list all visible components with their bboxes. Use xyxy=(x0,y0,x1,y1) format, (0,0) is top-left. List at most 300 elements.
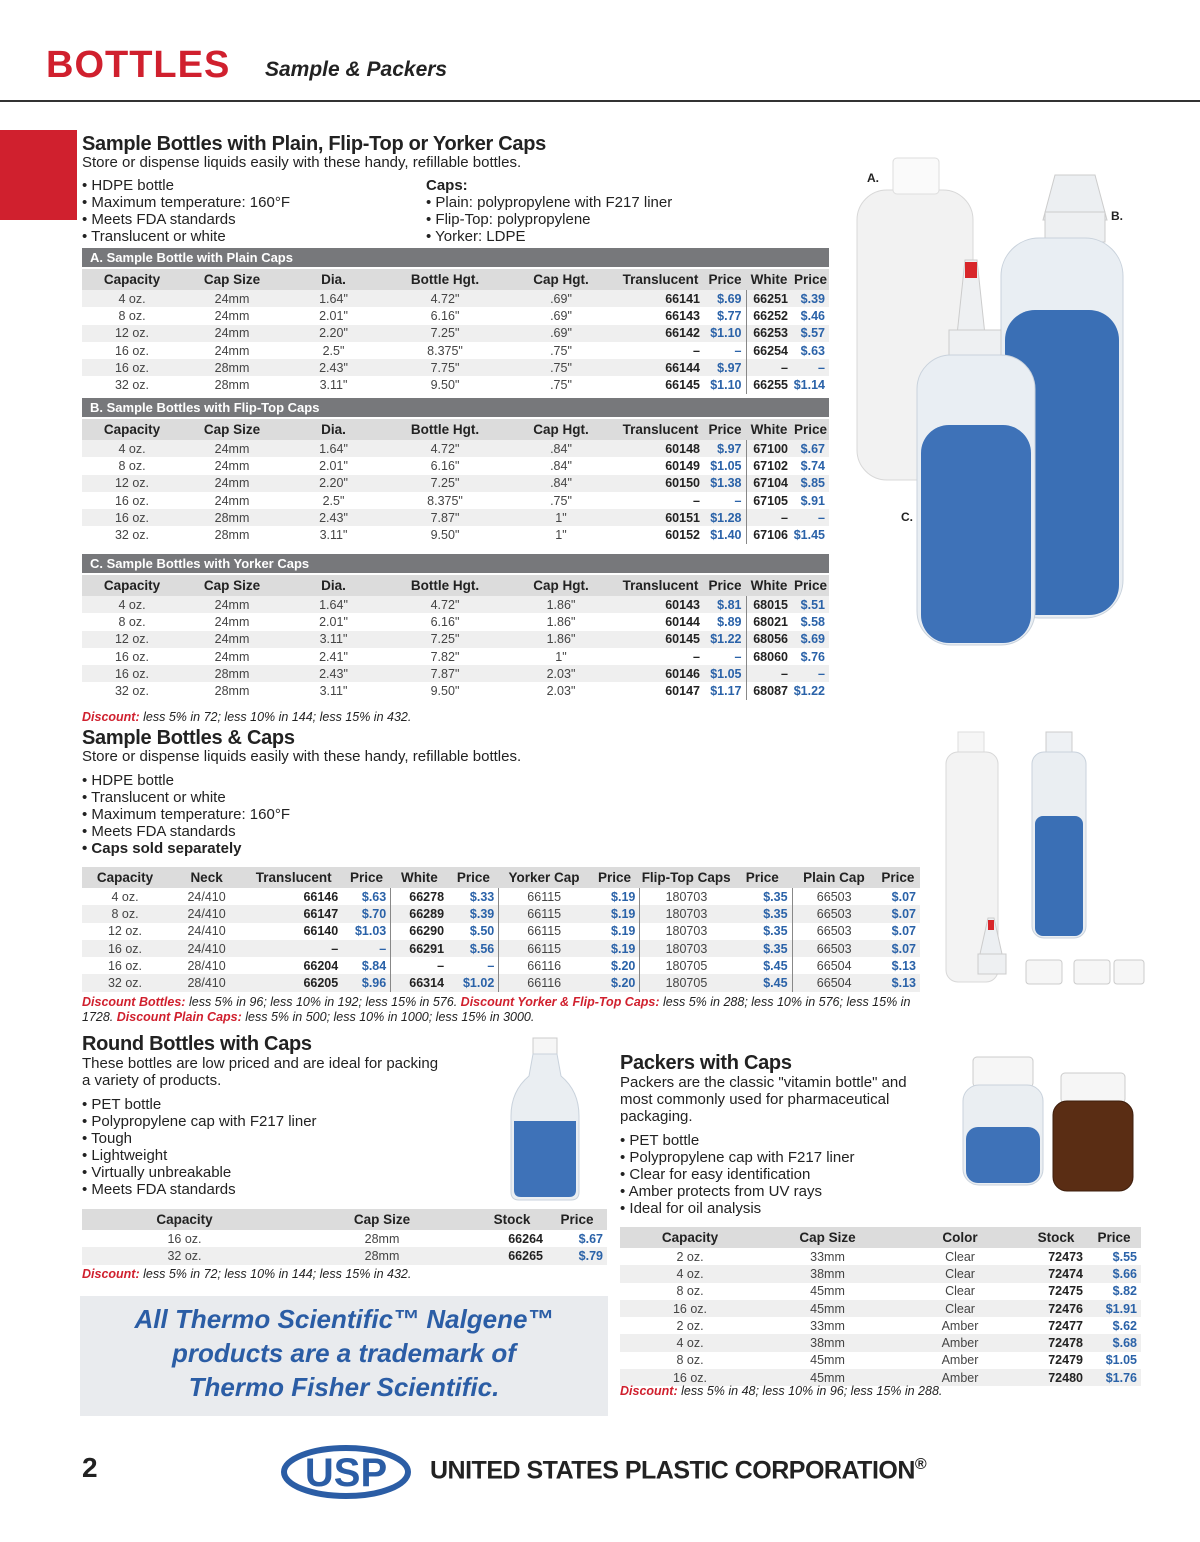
table-cell: $.45 xyxy=(733,957,793,974)
column-header: Cap Size xyxy=(287,1208,477,1230)
column-header: Flip-Top Caps xyxy=(640,866,733,888)
section1-intro: Store or dispense liquids easily with these handy, refillable bottles. xyxy=(82,154,522,171)
table-cell: 1.86" xyxy=(546,614,576,629)
table-cell: 66291 xyxy=(391,940,448,957)
table-cell: 28mm xyxy=(182,509,282,526)
table-row xyxy=(82,1230,607,1247)
table-cell: 24/410 xyxy=(187,889,226,904)
registered-mark: ® xyxy=(914,1456,927,1473)
table-cell: 2.20" xyxy=(282,475,385,492)
table-cell: $1.10 xyxy=(704,376,746,393)
table-row xyxy=(620,1352,1141,1369)
table-cell: $.13 xyxy=(891,958,916,973)
bullet: • HDPE bottle xyxy=(82,772,290,789)
column-header: Translucent xyxy=(617,574,704,596)
table-cell: $.39 xyxy=(448,905,499,922)
table-cell: – xyxy=(746,665,792,682)
table-cell: 66141 xyxy=(617,290,704,307)
column-header: Price xyxy=(589,866,640,888)
table-cell: 4 oz. xyxy=(111,889,139,904)
table-cell: 66204 xyxy=(303,958,339,973)
table-cell: .75" xyxy=(550,493,572,508)
round-bottle-photo xyxy=(505,1036,585,1206)
bullet: • Maximum temperature: 160°F xyxy=(82,806,290,823)
table-cell: 66503 xyxy=(816,889,852,904)
table-cell: 66145 xyxy=(665,378,700,393)
column-header: Translucent xyxy=(617,268,704,290)
section1-title: Sample Bottles with Plain, Flip-Top or Yorker Caps xyxy=(82,133,546,155)
company-name xyxy=(430,1456,926,1485)
column-header: Plain Cap xyxy=(792,866,876,888)
table-cell: 2 oz. xyxy=(676,1318,704,1333)
table-row xyxy=(620,1248,1141,1265)
table-cell: 4.72" xyxy=(385,440,505,457)
photo-label-a: A. xyxy=(867,171,879,185)
discount-caps-text-b: less 15% in 1728. xyxy=(82,995,911,1024)
table-row xyxy=(82,905,920,922)
table-cell: $.56 xyxy=(448,940,499,957)
table-cell: $.69 xyxy=(704,290,746,307)
section3-intro-b: a variety of products. xyxy=(82,1072,222,1089)
table-cell: – xyxy=(792,359,829,376)
table-cell: 12 oz. xyxy=(107,924,143,939)
bullet: • Yorker: LDPE xyxy=(426,228,672,245)
table-cell: $1.22 xyxy=(793,684,825,699)
table-cell: 45mm xyxy=(760,1369,895,1386)
column-header: Dia. xyxy=(282,574,385,596)
table-cell: – xyxy=(693,649,700,664)
table-row xyxy=(82,631,829,648)
column-header: Price xyxy=(448,866,499,888)
table-cell: 33mm xyxy=(810,1318,845,1333)
table-cell: 67105 xyxy=(753,493,788,508)
table-cell: $.89 xyxy=(704,613,746,630)
table-row xyxy=(82,492,829,509)
page-subtitle: Sample & Packers xyxy=(265,58,448,81)
table-cell: 16 oz. xyxy=(82,665,182,682)
caps-bullets xyxy=(426,194,672,245)
table-cell: 66278 xyxy=(409,889,445,904)
table-cell: 16 oz. xyxy=(114,343,150,358)
table-cell: 180703 xyxy=(665,924,708,939)
table-row xyxy=(620,1334,1141,1351)
table-cell: 4.72" xyxy=(385,290,505,307)
table-header-row xyxy=(620,1226,1141,1248)
table-cell: 68015 xyxy=(746,596,792,613)
table-cell: – xyxy=(746,359,792,376)
table-cell: 66314 xyxy=(391,974,448,991)
column-header: Cap Hgt. xyxy=(505,268,617,290)
table-cell: $.67 xyxy=(792,440,829,457)
table-cell: $.07 xyxy=(891,924,916,939)
bullet: • Tough xyxy=(82,1130,317,1147)
table-row xyxy=(82,888,920,905)
table-cell: $.68 xyxy=(1087,1334,1141,1351)
table-cell: $.66 xyxy=(1087,1265,1141,1282)
table-cell: 72475 xyxy=(1048,1284,1083,1299)
column-header: Capacity xyxy=(82,866,168,888)
table-cell: 7.25" xyxy=(385,325,505,342)
photo-label-c: C. xyxy=(901,510,913,524)
usp-logo-icon xyxy=(278,1440,414,1500)
table-cell: 7.25" xyxy=(385,475,505,492)
discount-caps-label: Discount Yorker & Flip-Top Caps: xyxy=(460,995,660,1009)
table-cell: 2.43" xyxy=(282,665,385,682)
table-cell: 28/410 xyxy=(168,974,245,991)
table-cell: $1.45 xyxy=(793,528,825,543)
table-cell: 45mm xyxy=(760,1300,895,1317)
table-row xyxy=(82,957,920,974)
table-cell: $.63 xyxy=(800,343,825,358)
table-cell: 60146 xyxy=(617,665,704,682)
table-row xyxy=(82,923,920,940)
trademark-line: Thermo Fisher Scientific. xyxy=(188,1372,500,1402)
table-cell: $1.22 xyxy=(704,631,746,648)
table-row xyxy=(82,376,829,393)
table-caption: C. Sample Bottles with Yorker Caps xyxy=(82,554,829,574)
table-row xyxy=(620,1317,1141,1334)
table-cell: 68087 xyxy=(753,684,788,699)
discount-label: Discount: xyxy=(82,1267,140,1281)
table-cell: Clear xyxy=(945,1284,975,1299)
table-cell: 28mm xyxy=(182,359,282,376)
table-cell: 7.87" xyxy=(385,509,505,526)
bullet: • Maximum temperature: 160°F xyxy=(82,194,290,211)
table-row xyxy=(82,1247,607,1264)
table-cell: $.70 xyxy=(342,905,391,922)
table-cell: – xyxy=(437,958,445,973)
table-cell: 9.50" xyxy=(430,378,460,393)
table-cell: $.57 xyxy=(792,325,829,342)
bullet: • Virtually unbreakable xyxy=(82,1164,317,1181)
table-cell: $.39 xyxy=(792,290,829,307)
table-cell: $.45 xyxy=(733,974,793,991)
table-cell: 28mm xyxy=(214,528,250,543)
table-cell: $.19 xyxy=(589,888,640,905)
table-cell: 3.11" xyxy=(319,528,348,543)
table-cell: 6.16" xyxy=(430,614,460,629)
table-cell: 1" xyxy=(555,649,567,664)
section3-bullets xyxy=(82,1096,317,1198)
table-cell: 180705 xyxy=(640,974,733,991)
table-cell: – xyxy=(693,493,700,508)
table-cell: 66264 xyxy=(508,1231,543,1246)
table-cell: $1.03 xyxy=(342,923,391,940)
table-header-row xyxy=(82,418,829,440)
table-row xyxy=(82,613,829,630)
column-header: Price xyxy=(792,268,829,290)
table-cell: .75" xyxy=(505,359,617,376)
discount-text: less 5% in 72; less 10% in 144; less 15% in 432. xyxy=(143,1267,412,1281)
table-cell: 72478 xyxy=(1025,1334,1087,1351)
table-cell: – xyxy=(693,343,700,358)
table-header-row xyxy=(82,574,829,596)
column-header: Cap Hgt. xyxy=(505,418,617,440)
logo-text: USP xyxy=(304,1451,388,1495)
table-cell: 66146 xyxy=(303,889,339,904)
table-cell: 1.86" xyxy=(505,631,617,648)
discount-plain-text: less 5% in 500; less 10% in 1000; less 15% in 3000. xyxy=(245,1010,535,1024)
table-cell: $.13 xyxy=(876,974,920,991)
table-cell: – xyxy=(448,957,499,974)
table-caption: A. Sample Bottle with Plain Caps xyxy=(82,248,829,268)
table-cell: 24mm xyxy=(214,614,250,629)
bullet: • HDPE bottle xyxy=(82,177,290,194)
table-cell: 67100 xyxy=(746,440,792,457)
table-cell: 1.64" xyxy=(282,596,385,613)
column-header: Dia. xyxy=(282,268,385,290)
table-cell: $.97 xyxy=(704,440,746,457)
discount-label: Discount: xyxy=(82,710,140,724)
column-header: Capacity xyxy=(82,574,182,596)
column-header: Translucent xyxy=(617,418,704,440)
table-cell: $1.05 xyxy=(704,457,746,474)
column-header: White xyxy=(746,574,792,596)
table-row xyxy=(82,648,829,665)
table-cell: 24mm xyxy=(182,290,282,307)
table-row xyxy=(82,665,829,682)
bullet: • Amber protects from UV rays xyxy=(620,1183,855,1200)
table-packers xyxy=(620,1225,1141,1386)
column-header: Cap Hgt. xyxy=(505,574,617,596)
column-header: White xyxy=(746,418,792,440)
table-cell: $.62 xyxy=(1112,1318,1137,1333)
section2-intro: Store or dispense liquids easily with these handy, refillable bottles. xyxy=(82,748,522,765)
column-header: Capacity xyxy=(82,1208,287,1230)
table-row xyxy=(82,940,920,957)
table-cell: $.07 xyxy=(876,940,920,957)
table-cell: 8 oz. xyxy=(118,614,146,629)
section4-title: Packers with Caps xyxy=(620,1052,792,1074)
table-cell: 8 oz. xyxy=(676,1353,704,1368)
column-header: Bottle Hgt. xyxy=(385,268,505,290)
table-cell: 60150 xyxy=(617,475,704,492)
table-cell: 8.375" xyxy=(427,343,463,358)
table-cell: Clear xyxy=(895,1265,1025,1282)
column-header: Capacity xyxy=(82,268,182,290)
table-cell: $.35 xyxy=(733,888,793,905)
table-cell: 68060 xyxy=(753,649,788,664)
caps-list xyxy=(426,177,468,194)
table-caption-row xyxy=(82,248,829,268)
table-yorker-caps xyxy=(82,554,829,700)
table-cell: 12 oz. xyxy=(82,475,182,492)
column-header: Color xyxy=(895,1226,1025,1248)
table-cell: 24mm xyxy=(182,596,282,613)
discount-text: less 5% in 72; less 10% in 144; less 15% in 432. xyxy=(143,710,412,724)
table-cell: $1.91 xyxy=(1087,1300,1141,1317)
table-cell: 66140 xyxy=(303,924,339,939)
column-header: Price xyxy=(704,574,746,596)
table-cell: 24/410 xyxy=(168,905,245,922)
section3-title: Round Bottles with Caps xyxy=(82,1033,312,1055)
bullet: • Plain: polypropylene with F217 liner xyxy=(426,194,672,211)
column-header: Bottle Hgt. xyxy=(385,418,505,440)
table-cell: $1.28 xyxy=(704,509,746,526)
table-cell: 66265 xyxy=(477,1247,547,1264)
table-cell: 2.43" xyxy=(282,509,385,526)
table-cell: 16 oz. xyxy=(107,958,143,973)
table-cell: 45mm xyxy=(810,1284,845,1299)
column-header: Price xyxy=(1087,1226,1141,1248)
table-cell: 4 oz. xyxy=(82,440,182,457)
table-cell: 45mm xyxy=(810,1353,845,1368)
table-cell: $.74 xyxy=(800,458,825,473)
table-cell: 66504 xyxy=(816,958,852,973)
table-cell: 6.16" xyxy=(430,458,460,473)
column-header: Bottle Hgt. xyxy=(385,574,505,596)
table-cell: 8.375" xyxy=(427,493,463,508)
table-cell: 2 oz. xyxy=(676,1249,704,1264)
table-cell: 1.64" xyxy=(282,440,385,457)
bullet: • Meets FDA standards xyxy=(82,211,290,228)
table-cell: 60151 xyxy=(617,509,704,526)
table-cell: 24mm xyxy=(214,343,250,358)
bullet: • PET bottle xyxy=(82,1096,317,1113)
table-cell: – xyxy=(704,342,746,359)
table-cell: 4 oz. xyxy=(82,596,182,613)
table-cell: 24/410 xyxy=(187,924,226,939)
column-header: Price xyxy=(342,866,391,888)
bullet: • Translucent or white xyxy=(82,228,290,245)
column-header: Cap Size xyxy=(182,268,282,290)
table-cell: 68056 xyxy=(746,631,792,648)
table-cell: .69" xyxy=(505,290,617,307)
sample-bottles-photo xyxy=(845,150,1145,710)
table-cell: 66115 xyxy=(527,889,562,904)
table-cell: .84" xyxy=(505,440,617,457)
table-cell: 60143 xyxy=(617,596,704,613)
table-cell: 66147 xyxy=(245,905,342,922)
bullet: • Lightweight xyxy=(82,1147,317,1164)
table-cell: Clear xyxy=(945,1249,975,1264)
table-cell: 66289 xyxy=(391,905,448,922)
table-cell: $1.17 xyxy=(704,682,746,699)
table-cell: $.84 xyxy=(342,957,391,974)
section2-bullets xyxy=(82,772,290,857)
bullet: • Meets FDA standards xyxy=(82,1181,317,1198)
column-header: Price xyxy=(876,866,920,888)
sample-bottles-caps-photo xyxy=(940,728,1150,996)
section4-intro-a: Packers are the classic "vitamin bottle" and xyxy=(620,1074,907,1091)
table-cell: 2.01" xyxy=(319,614,348,629)
table-cell: 3.11" xyxy=(319,684,348,699)
photo-label-b: B. xyxy=(1111,209,1123,223)
table-cell: 9.50" xyxy=(430,684,460,699)
table-cell: 33mm xyxy=(810,1249,845,1264)
table-cell: 4 oz. xyxy=(620,1334,760,1351)
table-cell: – xyxy=(342,940,391,957)
column-header: Capacity xyxy=(620,1226,760,1248)
column-header: Translucent xyxy=(245,866,342,888)
table-cell: $.35 xyxy=(733,905,793,922)
table-caption-row xyxy=(82,554,829,574)
table-cell: 66255 xyxy=(753,378,788,393)
table-cell: 72479 xyxy=(1048,1353,1083,1368)
table-cell: 60148 xyxy=(617,440,704,457)
table-row xyxy=(82,325,829,342)
table-cell: 4 oz. xyxy=(620,1265,760,1282)
table-cell: 24mm xyxy=(182,440,282,457)
section1-bullets xyxy=(82,177,290,245)
table-cell: $1.02 xyxy=(448,974,499,991)
table-round-bottles xyxy=(82,1207,607,1265)
table-cell: 4 oz. xyxy=(82,290,182,307)
table-cell: 28/410 xyxy=(187,958,226,973)
table-cell: 66254 xyxy=(753,343,788,358)
table-cell: – xyxy=(704,492,746,509)
table-cell: 16 oz. xyxy=(82,940,168,957)
table-cell: 8 oz. xyxy=(118,458,146,473)
table-cell: 60147 xyxy=(665,684,700,699)
table-cell: $1.14 xyxy=(793,378,825,393)
table-cell: 60149 xyxy=(665,458,700,473)
discount-bottles-label: Discount Bottles: xyxy=(82,995,186,1009)
table-cell: 38mm xyxy=(760,1265,895,1282)
table-cell: 16 oz. xyxy=(82,359,182,376)
table-cell: .75" xyxy=(550,378,572,393)
table-cell: 180703 xyxy=(640,940,733,957)
discount-bottles-text: less 5% in 96; less 10% in 192; less 15% in 576. xyxy=(188,995,458,1009)
table-cell: $.91 xyxy=(800,493,825,508)
table-cell: 66205 xyxy=(245,974,342,991)
table-cell: 1.64" xyxy=(282,290,385,307)
table-cell: $.20 xyxy=(589,957,640,974)
table-cell: 2.01" xyxy=(319,308,348,323)
table-row xyxy=(620,1265,1141,1282)
column-header: White xyxy=(391,866,448,888)
table-cell: .69" xyxy=(505,325,617,342)
table-cell: $.19 xyxy=(589,940,640,957)
table-cell: Amber xyxy=(895,1334,1025,1351)
table-row xyxy=(82,440,829,457)
table-cell: 2.01" xyxy=(319,458,348,473)
table-cell: $.81 xyxy=(704,596,746,613)
table-row xyxy=(82,290,829,307)
trademark-line: products are a trademark of xyxy=(172,1338,516,1368)
table-cell: 32 oz. xyxy=(114,528,150,543)
table-cell: 67102 xyxy=(753,458,788,473)
table-cell: 66503 xyxy=(816,924,852,939)
table-cell: Amber xyxy=(895,1369,1025,1386)
table-cell: – xyxy=(792,509,829,526)
column-header: Price xyxy=(547,1208,607,1230)
table-cell: 180703 xyxy=(640,905,733,922)
discount-text: less 5% in 48; less 10% in 96; less 15% in 288. xyxy=(681,1384,943,1398)
table-cell: $.79 xyxy=(547,1247,607,1264)
table-cell: $.85 xyxy=(792,475,829,492)
table-cell: 66503 xyxy=(792,905,876,922)
table-cell: $.20 xyxy=(589,974,640,991)
table-cell: 4.72" xyxy=(385,596,505,613)
column-header: Cap Size xyxy=(760,1226,895,1248)
table-cell: 7.82" xyxy=(430,649,460,664)
table-cell: 16 oz. xyxy=(114,493,150,508)
packers-photo xyxy=(955,1055,1135,1195)
table-row xyxy=(620,1283,1141,1300)
table-cell: 8 oz. xyxy=(82,905,168,922)
table-cell: 12 oz. xyxy=(82,631,182,648)
table-cell: 32 oz. xyxy=(82,974,168,991)
table-cell: 66116 xyxy=(499,974,589,991)
table-plain-caps xyxy=(82,248,829,394)
table-cell: 6.16" xyxy=(430,308,460,323)
table-cell: 60144 xyxy=(665,614,700,629)
table-row xyxy=(82,359,829,376)
table-cell: 38mm xyxy=(760,1334,895,1351)
table-cell: 16 oz. xyxy=(620,1369,760,1386)
table-header-row xyxy=(82,268,829,290)
